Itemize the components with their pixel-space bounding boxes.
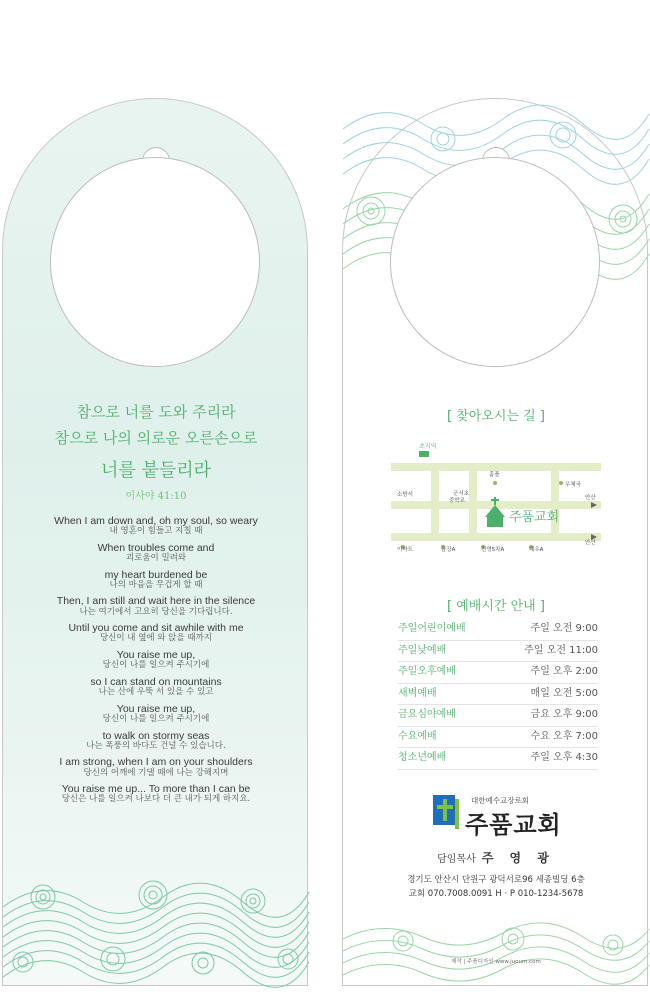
lyric-english: When troubles come and <box>97 541 215 554</box>
lyric-pair <box>3 649 309 671</box>
map-label-ansan-2: 안산 <box>585 540 596 546</box>
lyric-english: I am strong, when I am on your shoulders <box>59 756 253 769</box>
service-name: 금요심야예배 <box>398 709 456 720</box>
service-time: 주일 오후 4:30 <box>530 752 598 763</box>
notch-joint <box>482 163 510 179</box>
wave-pattern-bottom <box>3 867 309 987</box>
lyric-pair <box>3 542 309 564</box>
wave-pattern-bottom <box>343 919 649 987</box>
verse-line-1: 참으로 너를 도와 주리라 <box>76 403 236 421</box>
lyric-korean: 당신은 나를 일으켜 나보다 더 큰 내가 되게 하지요. <box>61 794 251 805</box>
service-name: 주일오후예배 <box>398 666 456 677</box>
hanger-hole <box>390 157 600 367</box>
door-hanger-front <box>2 98 308 986</box>
service-name: 주일낮예배 <box>398 644 447 656</box>
service-time: 주일 오전 11:00 <box>524 644 598 656</box>
pastor-name: 주 영 광 <box>481 851 555 865</box>
lyric-pair <box>3 783 309 805</box>
logo-church-name: 주품교회 <box>465 811 562 839</box>
lyric-pair <box>3 622 309 644</box>
verse-line-2: 참으로 나의 의로운 오른손으로 <box>54 429 258 447</box>
service-time: 주일 오후 2:00 <box>530 666 598 677</box>
lyric-pair <box>3 756 309 778</box>
lyric-english: When I am down and, oh my soul, so weary <box>54 515 258 527</box>
map-label-e: 이마트 <box>397 547 413 553</box>
schedule-row <box>398 705 598 727</box>
service-time: 매일 오전 5:00 <box>530 687 598 699</box>
schedule-row <box>398 684 598 706</box>
lyric-korean: 내 영혼이 힘들고 지칠 때 <box>109 526 203 537</box>
map-label-h: 대우A <box>529 547 544 553</box>
map-label-d2: 중학교 <box>449 498 465 504</box>
lyric-korean: 나는 폭풍의 바다도 건널 수 있습니다. <box>86 740 226 751</box>
notch-joint <box>142 163 170 179</box>
service-name: 새벽예배 <box>398 687 437 699</box>
schedule-title: [ 예배시간 안내 ] <box>447 599 545 614</box>
lyric-korean: 나는 여기에서 고요히 당신을 기다립니다. <box>79 606 233 617</box>
map-church-label: 주품교회 <box>509 510 560 525</box>
service-name: 수요예배 <box>398 730 437 742</box>
lyric-pair <box>3 703 309 725</box>
schedule-row <box>398 619 598 641</box>
lyric-korean: 당신이 내 옆에 와 앉을 때까지 <box>99 633 213 644</box>
lyric-english: Then, I am still and wait here in the silence <box>56 595 256 608</box>
lyric-korean: 괴로움이 밀려와 <box>125 552 187 563</box>
service-name: 주일어린이예배 <box>398 623 466 634</box>
service-name: 청소년예배 <box>398 752 447 763</box>
lyric-english: my heart burdened be <box>104 568 208 581</box>
lyric-english: You raise me up, <box>116 702 196 715</box>
map-label-c: 소방서 <box>397 492 413 498</box>
map-label-f: 금강A <box>441 547 456 553</box>
lyric-korean: 당신의 어깨에 기댈 때에 나는 강해지며 <box>83 767 229 778</box>
lyric-pair <box>3 595 309 617</box>
map-label-g: 건영5차A <box>481 547 505 553</box>
design-credit: 제작 | 주품디자인 www.juoum.com <box>451 959 541 965</box>
church-address: 경기도 안산시 단원구 광덕서로96 세종빌딩 6층 <box>407 875 585 885</box>
pastor-label: 담임목사 <box>437 854 476 865</box>
lyric-korean: 나는 산에 우뚝 서 있을 수 있고 <box>98 687 214 698</box>
church-logo-icon <box>433 795 463 829</box>
service-time: 수요 오후 7:00 <box>530 730 598 742</box>
door-hanger-back <box>342 98 648 986</box>
lyric-pair <box>3 730 309 752</box>
lyric-pair <box>3 515 309 537</box>
service-time: 주일 오전 9:00 <box>530 623 598 634</box>
location-map <box>391 443 601 566</box>
schedule-row <box>398 727 598 749</box>
map-label-ansan-1: 안산 <box>585 495 596 501</box>
service-time: 금요 오후 9:00 <box>530 709 598 720</box>
lyric-english: so I can stand on mountains <box>90 675 222 688</box>
map-label-a: 홈플 <box>489 472 500 478</box>
map-label-d: 군서초 <box>453 491 469 497</box>
directions-title: [ 찾아오시는 길 ] <box>447 409 545 424</box>
lyric-pair <box>3 676 309 698</box>
schedule-row <box>398 748 598 770</box>
logo-denomination: 대한예수교장로회 <box>471 796 529 805</box>
worship-schedule <box>398 619 598 770</box>
lyric-korean: 당신이 나를 일으켜 주시기에 <box>102 660 210 671</box>
song-lyrics <box>3 515 309 810</box>
map-station-label: 초지역 <box>419 443 437 450</box>
lyric-english: You raise me up, <box>116 649 196 662</box>
verse-line-3: 너를 붙들리라 <box>100 460 212 481</box>
lyric-english: Until you come and sit awhile with me <box>68 622 244 635</box>
lyric-pair <box>3 569 309 591</box>
lyric-english: You raise me up... To more than I can be <box>61 783 251 796</box>
hanger-hole <box>50 157 260 367</box>
pastor-line <box>343 849 649 866</box>
lyric-korean: 나의 마음을 무겁게 할 때 <box>109 579 203 590</box>
lyric-english: to walk on stormy seas <box>102 729 210 742</box>
schedule-row <box>398 662 598 684</box>
church-phone: 교회 070.7008.0091 H · P 010-1234-5678 <box>408 889 584 899</box>
map-label-b: 우체국 <box>565 482 581 488</box>
lyric-korean: 당신이 나를 일으켜 주시기에 <box>102 713 210 724</box>
verse-reference: 이사야 41:10 <box>125 491 187 502</box>
schedule-row <box>398 641 598 663</box>
